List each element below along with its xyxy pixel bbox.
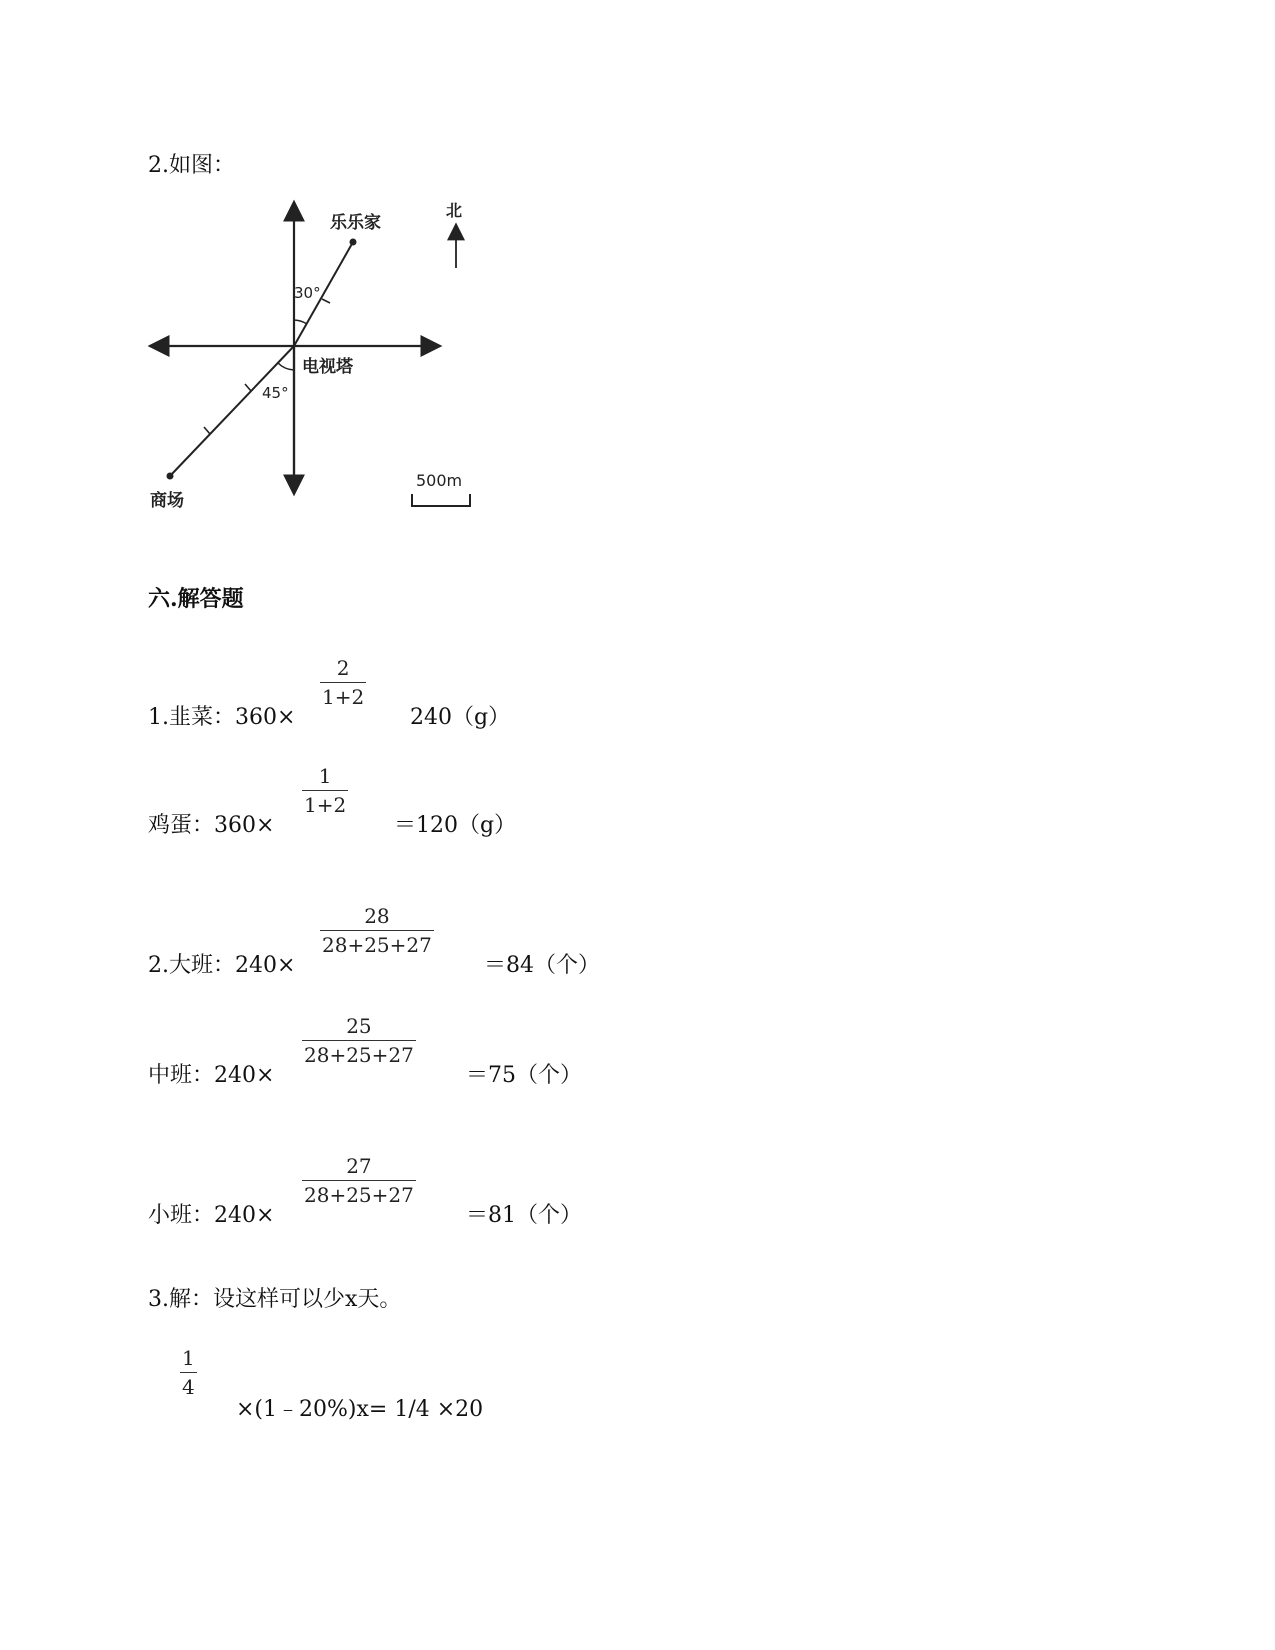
p1-line2-fraction — [302, 764, 348, 817]
tower-label: 电视塔 — [302, 357, 353, 377]
section-heading: 六.解答题 — [148, 586, 244, 612]
p2-line3-prefix: 小班：240× — [148, 1203, 275, 1228]
scale-label: 500m — [416, 471, 463, 490]
fraction-numerator: 1 — [318, 764, 332, 788]
fraction-denominator: 1+2 — [322, 685, 365, 709]
p3-fraction — [180, 1346, 197, 1399]
p3-intro: 3.解：设这样可以少x天。 — [148, 1287, 402, 1312]
line-to-mall — [170, 346, 294, 476]
p1-line2-prefix: 鸡蛋：360× — [148, 813, 275, 838]
p1-line1-result: 240（g） — [410, 705, 511, 730]
mall-point — [167, 473, 174, 480]
p2-line2-result: ＝75（个） — [466, 1063, 582, 1088]
fraction-bar — [320, 930, 434, 931]
p2-line2-prefix: 中班：240× — [148, 1063, 275, 1088]
fraction-denominator: 28+25+27 — [322, 933, 432, 957]
mall-tick-1 — [245, 384, 251, 391]
p1-line2-result: ＝120（g） — [394, 813, 517, 838]
fraction-denominator: 1+2 — [304, 793, 347, 817]
p1-line1-prefix: 1.韭菜：360× — [148, 705, 296, 730]
p2-line2-fraction — [302, 1014, 416, 1067]
angle-label-45: 45° — [262, 384, 289, 402]
fraction-denominator: 28+25+27 — [304, 1043, 414, 1067]
angle-arc-30 — [294, 320, 307, 324]
fraction-numerator: 27 — [346, 1154, 372, 1178]
fraction-bar — [302, 1180, 416, 1181]
north-label: 北 — [446, 201, 463, 220]
fraction-numerator: 1 — [182, 1346, 195, 1370]
p2-line1-prefix: 2.大班：240× — [148, 953, 296, 978]
fraction-numerator: 28 — [364, 904, 390, 928]
fraction-denominator: 28+25+27 — [304, 1183, 414, 1207]
home-point — [350, 239, 357, 246]
fraction-bar — [320, 682, 366, 683]
p2-line3-fraction — [302, 1154, 416, 1207]
home-tick — [322, 299, 330, 303]
home-label: 乐乐家 — [330, 213, 381, 233]
p1-line1-fraction — [320, 656, 366, 709]
scale-bar — [412, 494, 470, 506]
fraction-bar — [302, 1040, 416, 1041]
p2-line1-fraction — [320, 904, 434, 957]
fraction-numerator: 2 — [336, 656, 350, 680]
fraction-bar — [180, 1372, 197, 1373]
p2-line1-result: ＝84（个） — [484, 953, 600, 978]
fraction-denominator: 4 — [182, 1375, 195, 1399]
fraction-numerator: 25 — [346, 1014, 372, 1038]
p3-equation: ×(1﹣20%)x= 1/4 ×20 — [236, 1397, 484, 1422]
mall-tick-2 — [204, 427, 210, 434]
map-diagram — [148, 190, 488, 530]
fraction-bar — [302, 790, 348, 791]
angle-arc-45 — [278, 363, 294, 370]
p2-line3-result: ＝81（个） — [466, 1203, 582, 1228]
angle-label-30: 30° — [294, 284, 321, 302]
mall-label: 商场 — [150, 491, 184, 511]
figure-intro: 2.如图： — [148, 153, 235, 178]
